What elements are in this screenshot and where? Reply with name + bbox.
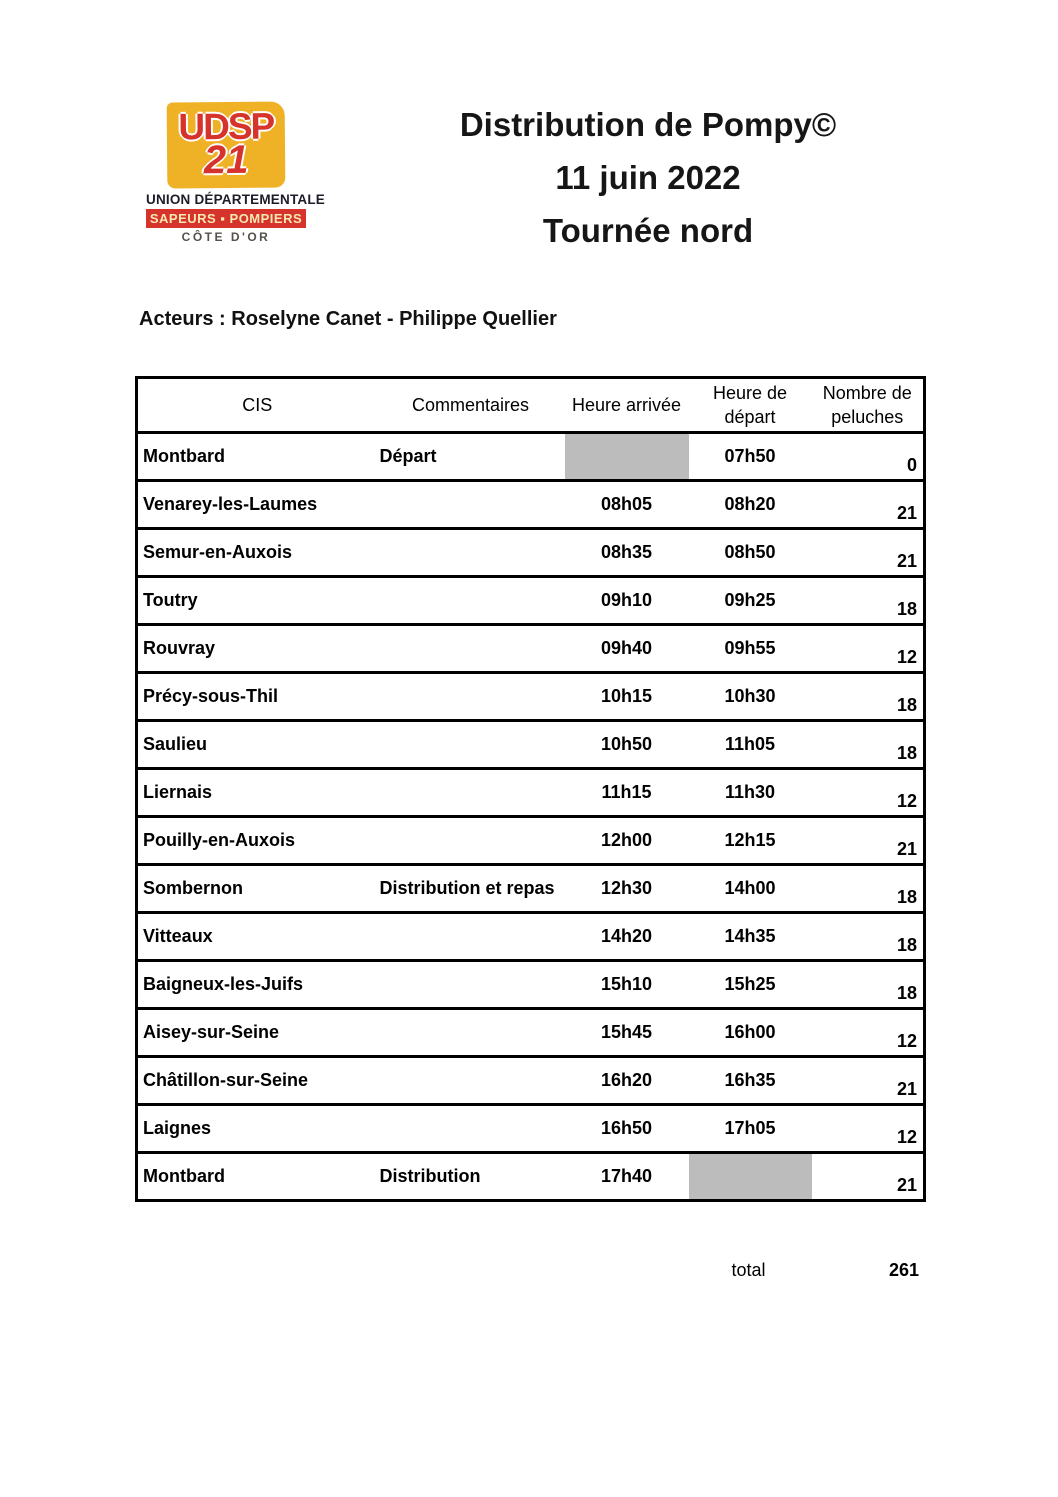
table-row xyxy=(137,1153,925,1201)
cell-peluches: 21 xyxy=(896,1079,917,1099)
title-line-3: Tournée nord xyxy=(542,212,754,249)
cell-arrivee: 09h40 xyxy=(600,638,653,658)
table-row xyxy=(137,481,925,529)
cell-arrivee: 10h15 xyxy=(600,686,653,706)
table-header-row xyxy=(137,378,925,433)
table-row xyxy=(137,961,925,1009)
cell-peluches: 18 xyxy=(896,695,917,715)
cell-peluches: 21 xyxy=(896,1175,917,1195)
cell-commentaires xyxy=(377,913,565,961)
logo-union-departementale: UNION DÉPARTEMENTALE xyxy=(146,192,325,207)
udsp21-logo xyxy=(146,102,325,244)
cell-cis: Châtillon-sur-Seine xyxy=(143,1070,309,1090)
cell-commentaires xyxy=(377,577,565,625)
cell-arrivee: 12h00 xyxy=(600,830,653,850)
table-row xyxy=(137,529,925,577)
cell-arrivee: 08h35 xyxy=(600,542,653,562)
cell-depart: 17h05 xyxy=(724,1118,776,1138)
cell-depart: 16h35 xyxy=(724,1070,776,1090)
cell-commentaires xyxy=(377,769,565,817)
actors-line: Acteurs : Roselyne Canet - Philippe Quellier xyxy=(139,308,557,330)
cell-cis: Précy-sous-Thil xyxy=(143,686,279,706)
cell-depart: 11h05 xyxy=(724,734,776,754)
header-heure-arrivee: Heure arrivée xyxy=(571,395,682,415)
cell-peluches: 21 xyxy=(896,551,917,571)
logo-cote-dor: CÔTE D'OR xyxy=(181,230,271,244)
cell-peluches: 18 xyxy=(896,887,917,907)
cell-arrivee xyxy=(565,433,689,481)
cell-cis: Venarey-les-Laumes xyxy=(143,494,318,514)
cell-depart: 08h20 xyxy=(724,494,776,514)
cell-peluches: 12 xyxy=(896,1031,917,1051)
cell-depart: 08h50 xyxy=(724,542,776,562)
cell-depart: 09h55 xyxy=(724,638,776,658)
cell-depart: 14h00 xyxy=(724,878,776,898)
cell-arrivee: 10h50 xyxy=(600,734,653,754)
table-row xyxy=(137,865,925,913)
header-cis: CIS xyxy=(242,395,273,415)
cell-cis: Rouvray xyxy=(143,638,216,658)
cell-commentaires xyxy=(377,481,565,529)
cell-cis: Saulieu xyxy=(143,734,208,754)
table-row xyxy=(137,769,925,817)
cell-depart: 09h25 xyxy=(724,590,776,610)
cell-arrivee: 12h30 xyxy=(600,878,653,898)
cell-depart: 07h50 xyxy=(724,446,776,466)
table-row xyxy=(137,433,925,481)
cell-cis: Laignes xyxy=(143,1118,212,1138)
cell-cis: Aisey-sur-Seine xyxy=(143,1022,280,1042)
cell-commentaires: Départ xyxy=(379,446,437,466)
cell-commentaires xyxy=(377,961,565,1009)
header-nombre-peluches: Nombre de peluches xyxy=(822,383,912,427)
total-label: total xyxy=(731,1260,766,1280)
cell-arrivee: 09h10 xyxy=(600,590,653,610)
cell-commentaires xyxy=(377,673,565,721)
cell-commentaires: Distribution et repas xyxy=(379,878,555,898)
cell-arrivee: 15h10 xyxy=(600,974,653,994)
cell-cis: Montbard xyxy=(143,1166,225,1186)
cell-peluches: 12 xyxy=(896,1127,917,1147)
cell-cis: Baigneux-les-Juifs xyxy=(143,974,304,994)
logo-udsp-text: UDSP xyxy=(178,105,274,148)
table-row xyxy=(137,625,925,673)
cell-peluches: 18 xyxy=(896,599,917,619)
logo-21-text: 21 xyxy=(203,137,249,183)
udsp21-logo-badge xyxy=(167,101,286,188)
cell-commentaires xyxy=(377,817,565,865)
cell-depart: 11h30 xyxy=(724,782,776,802)
cell-commentaires xyxy=(377,1105,565,1153)
table-row xyxy=(137,673,925,721)
cell-depart: 12h15 xyxy=(724,830,776,850)
cell-depart: 15h25 xyxy=(724,974,776,994)
cell-commentaires: Distribution xyxy=(379,1166,481,1186)
total-value: 261 xyxy=(888,1260,919,1280)
cell-arrivee: 16h50 xyxy=(600,1118,653,1138)
cell-depart: 14h35 xyxy=(724,926,776,946)
cell-peluches: 21 xyxy=(896,839,917,859)
cell-peluches: 12 xyxy=(896,791,917,811)
cell-depart: 16h00 xyxy=(724,1022,776,1042)
table-row xyxy=(137,577,925,625)
cell-peluches: 12 xyxy=(896,647,917,667)
table-row xyxy=(137,913,925,961)
cell-arrivee: 14h20 xyxy=(600,926,653,946)
table-row xyxy=(137,1009,925,1057)
table-row xyxy=(137,721,925,769)
cell-arrivee: 15h45 xyxy=(600,1022,653,1042)
header-commentaires: Commentaires xyxy=(411,395,530,415)
logo-sapeurs-pompiers-banner: SAPEURS ▪ POMPIERS xyxy=(146,209,306,228)
cell-cis: Liernais xyxy=(143,782,213,802)
cell-commentaires xyxy=(377,1057,565,1105)
cell-cis: Pouilly-en-Auxois xyxy=(143,830,296,850)
cell-arrivee: 08h05 xyxy=(600,494,653,514)
cell-peluches: 0 xyxy=(906,455,917,475)
table-row xyxy=(137,817,925,865)
cell-cis: Montbard xyxy=(143,446,225,466)
cell-arrivee: 16h20 xyxy=(600,1070,653,1090)
cell-commentaires xyxy=(377,529,565,577)
cell-arrivee: 17h40 xyxy=(600,1166,653,1186)
table-row xyxy=(137,1057,925,1105)
cell-cis: Toutry xyxy=(143,590,198,610)
title-line-1: Distribution de Pompy© xyxy=(459,106,837,143)
cell-peluches: 21 xyxy=(896,503,917,523)
distribution-schedule-table xyxy=(135,376,926,1202)
cell-peluches: 18 xyxy=(896,743,917,763)
cell-cis: Sombernon xyxy=(143,878,244,898)
document-title xyxy=(460,98,836,257)
cell-peluches: 18 xyxy=(896,935,917,955)
cell-depart xyxy=(689,1153,812,1201)
cell-cis: Vitteaux xyxy=(143,926,213,946)
header-heure-depart: Heure de départ xyxy=(712,383,788,427)
cell-commentaires xyxy=(377,721,565,769)
table-row xyxy=(137,1105,925,1153)
cell-depart: 10h30 xyxy=(724,686,776,706)
title-line-2: 11 juin 2022 xyxy=(555,159,741,196)
cell-commentaires xyxy=(377,625,565,673)
cell-commentaires xyxy=(377,1009,565,1057)
cell-peluches: 18 xyxy=(896,983,917,1003)
cell-arrivee: 11h15 xyxy=(601,782,652,802)
cell-cis: Semur-en-Auxois xyxy=(143,542,293,562)
